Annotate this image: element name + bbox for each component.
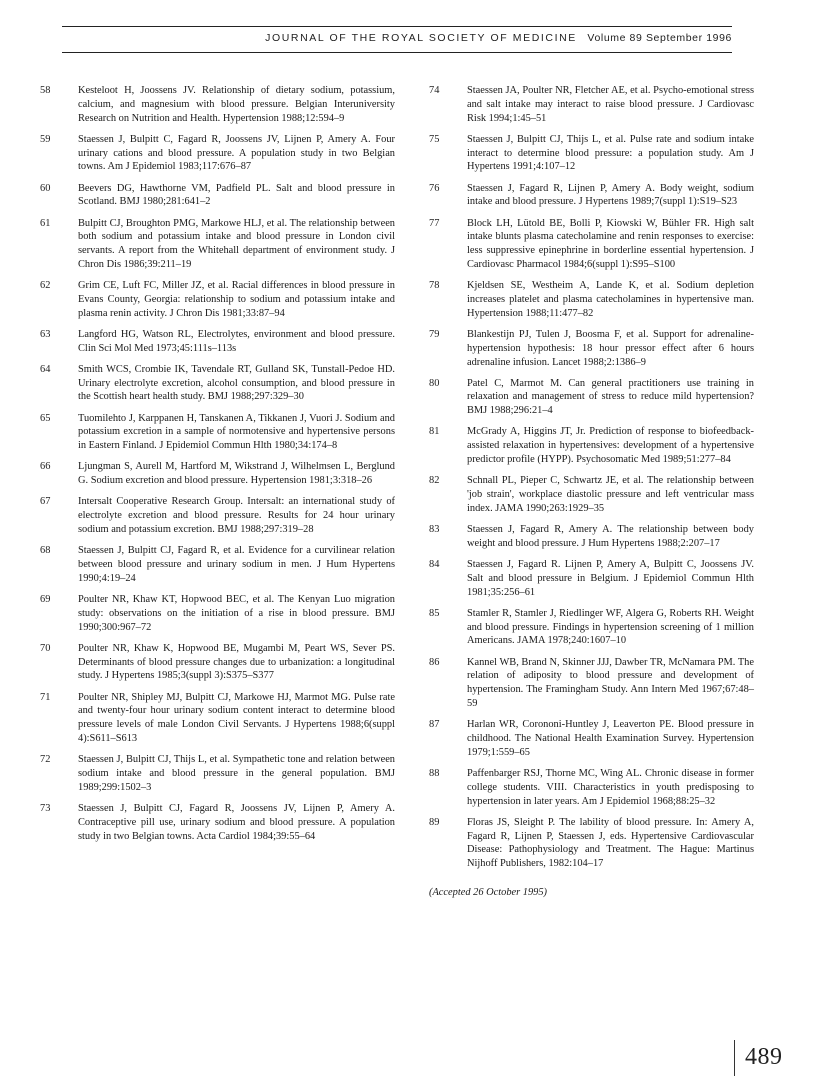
reference-item xyxy=(429,377,754,418)
reference-number: 82 xyxy=(429,475,440,487)
reference-item xyxy=(429,656,754,711)
reference-number: 70 xyxy=(40,642,51,654)
reference-item xyxy=(40,495,395,536)
reference-text: Ljungman S, Aurell M, Hartford M, Wikstrand J, Wilhelmsen L, Berglund G. Sodium excretion and blood pressure. Hypertension 1981;3:318–26 xyxy=(78,461,395,487)
reference-item xyxy=(429,718,754,759)
reference-text: Schnall PL, Pieper C, Schwartz JE, et al. The relationship between 'job strain', workplace diastolic pressure and left ventricular mass index. JAMA 1990;263:1929–35 xyxy=(467,475,754,514)
reference-text: Kjeldsen SE, Westheim A, Lande K, et al. Sodium depletion increases platelet and plasma catecholamines in hypertensive man. Hypertension 1988;11:477–82 xyxy=(467,280,754,319)
reference-item xyxy=(40,802,395,843)
reference-number: 80 xyxy=(429,377,440,389)
reference-item xyxy=(429,217,754,272)
reference-text: Staessen J, Bulpitt CJ, Fagard R, Joossens JV, Lijnen P, Amery A. Contraceptive pill use, urinary sodium and blood pressure. A population study in two Belgian towns. Acta Cardiol 1984;39:55–64 xyxy=(78,802,395,842)
volume-info: Volume 89 September 1996 xyxy=(587,32,732,44)
reference-number: 83 xyxy=(429,524,440,536)
reference-number: 69 xyxy=(40,594,51,605)
reference-text: Staessen J, Fagard R, Amery A. The relationship between body weight and blood pressure. J Hum Hypertens 1988;2:207–17 xyxy=(467,524,754,549)
reference-text: Staessen J, Fagard R, Lijnen P, Amery A. Body weight, sodium intake and blood pressure. J Hypertens 1989;7(suppl 1):S19–S23 xyxy=(467,182,754,208)
reference-item xyxy=(40,544,395,585)
reference-text: Kannel WB, Brand N, Skinner JJJ, Dawber TR, McNamara PM. The relation of adiposity to blood pressure and development of hypertension. The Framingham Study. Ann Intern Med 1967;67:48–59 xyxy=(467,656,754,709)
reference-item xyxy=(40,412,395,453)
reference-item xyxy=(40,753,395,794)
reference-number: 63 xyxy=(40,328,51,340)
reference-number: 79 xyxy=(429,328,440,340)
references-right-column xyxy=(429,84,754,898)
reference-item xyxy=(40,328,395,356)
reference-text: Intersalt Cooperative Research Group. Intersalt: an international study of electrolyte excretion and blood pressure. Results for 24 hour urinary sodium and potassium excretion. BMJ 1988;297:319–28 xyxy=(78,496,395,536)
reference-item xyxy=(429,523,754,551)
reference-item xyxy=(40,182,395,210)
page-number-rule xyxy=(734,1040,735,1076)
reference-number: 62 xyxy=(40,280,51,292)
reference-number: 60 xyxy=(40,182,51,194)
references-left-column xyxy=(40,84,395,851)
reference-item xyxy=(429,767,754,808)
reference-number: 87 xyxy=(429,719,440,731)
reference-item xyxy=(429,816,754,871)
reference-number: 74 xyxy=(429,85,440,96)
reference-text: Kesteloot H, Joossens JV. Relationship of dietary sodium, potassium, calcium, and magnesium with blood pressure. Belgian Interuniversity Research on Nutrition and Health. Hypertension 1988;12:594–9 xyxy=(78,85,395,124)
header-rule-bottom xyxy=(62,52,732,53)
reference-item xyxy=(40,363,395,404)
reference-item xyxy=(40,593,395,634)
reference-number: 59 xyxy=(40,133,51,145)
reference-number: 76 xyxy=(429,182,440,194)
reference-number: 84 xyxy=(429,559,440,571)
reference-text: Smith WCS, Crombie IK, Tavendale RT, Gulland SK, Tunstall-Pedoe HD. Urinary electrolyte excretion, alcohol consumption, and blood pressure in the Scottish heart health study. BMJ 1988;297:329–30 xyxy=(78,363,395,403)
reference-text: Paffenbarger RSJ, Thorne MC, Wing AL. Chronic disease in former college students. VIII. Characteristics in youth predisposing to hypertension in later years. Am J Epidemiol 1968;88:25–32 xyxy=(467,767,754,807)
reference-number: 58 xyxy=(40,85,51,96)
reference-number: 72 xyxy=(40,754,51,766)
reference-item xyxy=(429,425,754,466)
reference-number: 78 xyxy=(429,280,440,292)
reference-text: Bulpitt CJ, Broughton PMG, Markowe HLJ, et al. The relationship between both sodium and potassium intake and blood pressure in London civil servants. A report from the Whitehall department of environment study. J Chron Dis 1986;39:211–19 xyxy=(78,217,395,270)
page-number: 489 xyxy=(745,1044,783,1070)
reference-number: 64 xyxy=(40,363,51,375)
reference-number: 66 xyxy=(40,461,51,473)
reference-number: 73 xyxy=(40,802,51,814)
reference-text: Tuomilehto J, Karppanen H, Tanskanen A, Tikkanen J, Vuori J. Sodium and potassium excretion in a sample of normotensive and hypertensive persons in Eastern Finland. J Epidemiol Commun Hlth 1980;34:174–8 xyxy=(78,412,395,452)
reference-text: Stamler R, Stamler J, Riedlinger WF, Algera G, Roberts RH. Weight and blood pressure. Findings in hypertension screening of 1 million Americans. JAMA 1978;240:1607–10 xyxy=(467,607,754,647)
reference-text: Staessen JA, Poulter NR, Fletcher AE, et al. Psycho-emotional stress and salt intake may interact to raise blood pressure. J Cardiovasc Risk 1994;1:45–51 xyxy=(467,85,754,124)
reference-text: Grim CE, Luft FC, Miller JZ, et al. Racial differences in blood pressure in Evans County, Georgia: relationship to sodium and potassium intake and plasma renin activity. J Chron Dis 1981;33:87–94 xyxy=(78,280,395,319)
reference-text: Staessen J, Bulpitt CJ, Thijs L, et al. Pulse rate and sodium intake interact to determine blood pressure: a population study. Am J Hypertens 1991;4:107–12 xyxy=(467,133,754,173)
reference-text: Staessen J, Bulpitt C, Fagard R, Joossens JV, Lijnen P, Amery A. Four urinary cations and blood pressure. A population study in two Belgian towns. Am J Epidemiol 1983;117:676–87 xyxy=(78,133,395,173)
reference-item xyxy=(40,460,395,488)
reference-text: Patel C, Marmot M. Can general practitioners use training in relaxation and management of stress to reduce mild hypertension? BMJ 1988;296:21–4 xyxy=(467,377,754,417)
reference-number: 88 xyxy=(429,767,440,779)
reference-text: Poulter NR, Shipley MJ, Bulpitt CJ, Markowe HJ, Marmot MG. Pulse rate and twenty-four hour urinary sodium content interact to determine blood pressure levels of male London Civil Servants. J Hypertens 1988;6(suppl 4):S611–S613 xyxy=(78,691,395,744)
reference-number: 81 xyxy=(429,426,440,438)
reference-item xyxy=(429,607,754,648)
accepted-date: (Accepted 26 October 1995) xyxy=(429,886,548,898)
reference-number: 85 xyxy=(429,607,440,619)
reference-text: Poulter NR, Khaw KT, Hopwood BEC, et al. The Kenyan Luo migration study: observations on the initiation of a rise in blood pressure. BMJ 1990;300:967–72 xyxy=(78,594,395,633)
reference-text: McGrady A, Higgins JT, Jr. Prediction of response to biofeedback-assisted relaxation in hypertensives: development of a hypertensive predictor profile (HYPP). Psychosomatic Med 1989;51:277–84 xyxy=(467,426,754,466)
reference-number: 86 xyxy=(429,656,440,668)
reference-number: 75 xyxy=(429,133,440,145)
reference-text: Poulter NR, Khaw K, Hopwood BE, Mugambi M, Peart WS, Sever PS. Determinants of blood pressure changes due to urbanization: a longitudinal study. J Hypertens 1985;3(suppl 3):S375–S377 xyxy=(78,642,395,682)
reference-text: Beevers DG, Hawthorne VM, Padfield PL. Salt and blood pressure in Scotland. BMJ 1980;281:641–2 xyxy=(78,182,395,208)
reference-item xyxy=(429,474,754,515)
reference-text: Block LH, Lütold BE, Bolli P, Kiowski W, Bühler FR. High salt intake blunts plasma catecholamine and renin responses to exercise: less suppressive epinephrine in borderline essential hypertension. J Cardiovasc Pharmacol 1984;6(suppl 1):S95–S100 xyxy=(467,217,754,270)
reference-number: 71 xyxy=(40,691,51,703)
reference-number: 77 xyxy=(429,217,440,229)
reference-item xyxy=(40,133,395,174)
reference-item xyxy=(429,182,754,210)
reference-item xyxy=(429,279,754,320)
reference-item xyxy=(429,84,754,125)
reference-item xyxy=(40,279,395,320)
reference-item xyxy=(40,217,395,272)
reference-item xyxy=(40,691,395,746)
reference-item xyxy=(429,558,754,599)
header-rule-top xyxy=(62,26,732,27)
reference-text: Langford HG, Watson RL, Electrolytes, environment and blood pressure. Clin Sci Mol Med 1973;45:111s–113s xyxy=(78,328,395,354)
reference-text: Staessen J, Fagard R. Lijnen P, Amery A, Bulpitt C, Joossens JV. Salt and blood pressure in Belgium. J Epidemiol Commun Hlth 1981;35:256–61 xyxy=(467,559,754,598)
running-header xyxy=(62,32,732,44)
reference-text: Staessen J, Bulpitt CJ, Thijs L, et al. Sympathetic tone and relation between sodium intake and blood pressure in the general population. BMJ 1989;299:1502–3 xyxy=(78,754,395,793)
reference-number: 68 xyxy=(40,545,51,557)
reference-text: Staessen J, Bulpitt CJ, Fagard R, et al. Evidence for a curvilinear relation between blood pressure and urinary sodium in men. J Hum Hypertens 1990;4:19–24 xyxy=(78,545,395,584)
reference-item xyxy=(429,328,754,369)
journal-title: JOURNAL OF THE ROYAL SOCIETY OF MEDICINE xyxy=(265,32,577,44)
reference-number: 89 xyxy=(429,816,440,828)
reference-number: 61 xyxy=(40,217,51,229)
reference-number: 65 xyxy=(40,412,51,424)
reference-text: Floras JS, Sleight P. The lability of blood pressure. In: Amery A, Fagard R, Lijnen P, Staessen J, eds. Hypertensive Cardiovascular Disease: Pathophysiology and Treatment. The Hague: Martinus Nijhoff Publishers, 1982:104–17 xyxy=(467,816,754,870)
reference-text: Harlan WR, Corononi-Huntley J, Leaverton PE. Blood pressure in childhood. The National Health Examination Survey. Hypertension 1979;1:559–65 xyxy=(467,719,754,758)
reference-item xyxy=(40,84,395,125)
reference-item xyxy=(40,642,395,683)
reference-text: Blankestijn PJ, Tulen J, Boosma F, et al. Support for adrenaline-hypertension hypothesis: 18 hour pressor effect after 6 hours adrenaline infusion. Lancet 1988;2:1386–9 xyxy=(467,328,754,368)
reference-item xyxy=(429,133,754,174)
reference-number: 67 xyxy=(40,496,51,508)
